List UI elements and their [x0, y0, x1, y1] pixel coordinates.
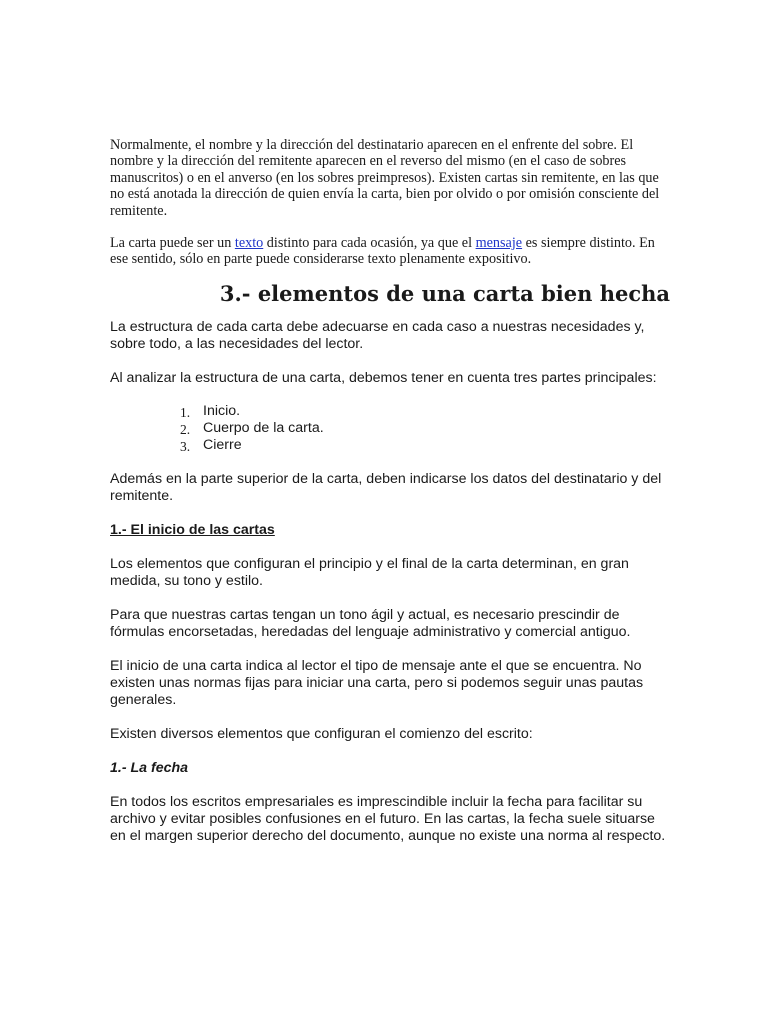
intro-paragraph-1: Normalmente, el nombre y la dirección del destinatario aparecen en el enfrente del sobre. El nombre y la dirección del remitente aparecen en el reverso del mismo (en el caso de sobres manuscritos) o en el anverso (en los sobres preimpresos). Existen cartas sin remitente, en las que no está anotada la dirección de quien envía la carta, bien por olvido o por omisión consciente del remitente.	[110, 137, 660, 219]
section-paragraph-2: Al analizar la estructura de una carta, debemos tener en cuenta tres partes principales:	[110, 369, 657, 386]
section-paragraph-5: Para que nuestras cartas tengan un tono ágil y actual, es necesario prescindir de fórmulas encorsetadas, heredadas del lenguaje administrativo y comercial antiguo.	[110, 606, 631, 640]
section-paragraph-4: Los elementos que configuran el principio y el final de la carta determinan, en gran medida, su tono y estilo.	[110, 555, 629, 589]
list-item-number: 3.	[180, 438, 191, 454]
intro-paragraph-2-part-a: La carta puede ser un	[110, 235, 235, 252]
section-paragraph-6: El inicio de una carta indica al lector el tipo de mensaje ante el que se encuentra. No existen unas normas fijas para iniciar una carta, pero si podemos seguir unas pautas generales.	[110, 657, 644, 708]
intro-paragraph-2	[110, 235, 670, 268]
intro-paragraph-2-part-b: distinto para cada ocasión, ya que el	[263, 235, 476, 252]
section-paragraph-1: La estructura de cada carta debe adecuarse en cada caso a nuestras necesidades y, sobre todo, a las necesidades del lector.	[110, 318, 645, 352]
section-heading: 3.- elementos de una carta bien hecha	[219, 280, 670, 306]
intro-paragraph-2-part-c: es siempre distinto. En ese sentido, sólo en parte puede considerarse texto plenamente expositivo.	[110, 235, 655, 268]
document-page	[110, 137, 670, 845]
list-item	[110, 437, 670, 454]
subheading-fecha: 1.- La fecha	[110, 759, 189, 776]
subheading-inicio: 1.- El inicio de las cartas	[110, 521, 275, 538]
parts-list	[110, 403, 670, 454]
section-paragraph-8: En todos los escritos empresariales es imprescindible incluir la fecha para facilitar su archivo y evitar posibles confusiones en el futuro. En las cartas, la fecha suele situarse en el margen superior derecho del documento, aunque no existe una norma al respecto.	[110, 793, 666, 844]
list-item-text: Cierre	[203, 436, 242, 453]
list-item-text: Cuerpo de la carta.	[203, 419, 324, 436]
mensaje-link[interactable]: mensaje	[475, 235, 523, 252]
list-item-number: 1.	[180, 404, 191, 420]
texto-link[interactable]: texto	[234, 235, 264, 252]
list-item-number: 2.	[180, 421, 191, 437]
section-paragraph-7: Existen diversos elementos que configuran el comienzo del escrito:	[110, 725, 533, 742]
list-item-text: Inicio.	[203, 402, 241, 419]
list-item	[110, 403, 670, 420]
list-item	[110, 420, 670, 437]
section-paragraph-3: Además en la parte superior de la carta, deben indicarse los datos del destinatario y del remitente.	[110, 470, 662, 504]
